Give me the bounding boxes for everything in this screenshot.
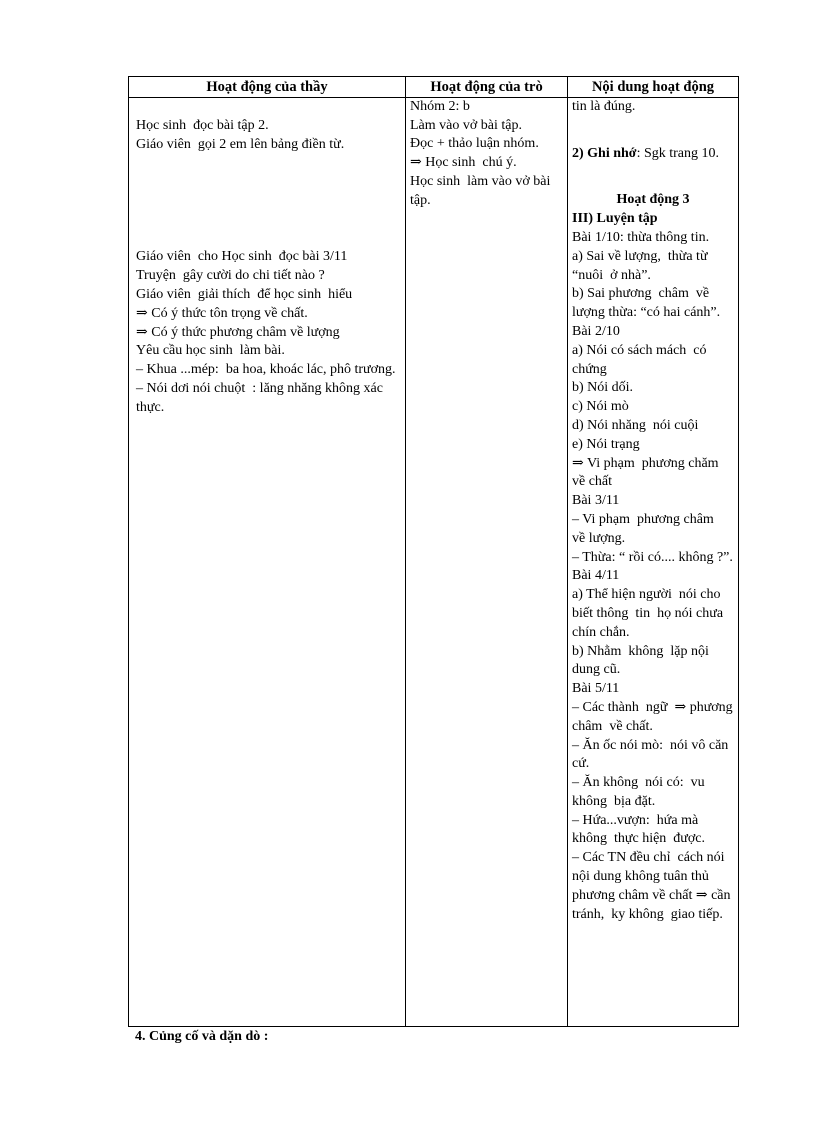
teacher-line: Yêu cầu học sinh làm bài.: [136, 343, 285, 359]
content-line: – Các thành ngữ ⇒ phương châm về chất.: [572, 699, 740, 734]
content-line: – Vi phạm phương châm về lượng.: [572, 511, 721, 546]
content-line: d) Nói nhăng nói cuội: [572, 417, 699, 433]
lesson-table: [128, 76, 739, 1027]
body-row: [129, 97, 739, 1026]
content-line: a) Nói có sách mách có chứng: [572, 342, 710, 377]
content-line: Bài 1/10: thừa thông tin.: [572, 229, 710, 245]
content-line: – Các TN đều chỉ cách nói nội dung không tuân thủ phương châm về chất ⇒ cần tránh, ky không giao tiếp.: [572, 850, 734, 922]
content-line: Bài 2/10: [572, 323, 620, 339]
activity-heading: Hoạt động 3: [616, 192, 690, 208]
memory-note: [572, 145, 734, 164]
content-line: c) Nói mò: [572, 399, 629, 415]
teacher-line: ⇒ Có ý thức phương châm về lượng: [136, 324, 340, 340]
teacher-line: Học sinh đọc bài tập 2.: [136, 117, 269, 133]
content-line: Bài 3/11: [572, 493, 620, 509]
student-cell: [406, 97, 568, 1026]
content-line: – Hứa...vượn: hứa mà không thực hiện được.: [572, 812, 705, 847]
teacher-line: – Khua ...mép: ba hoa, khoác lác, phô trương.: [136, 362, 396, 378]
content-line: Bài 4/11: [572, 568, 620, 584]
student-line: ⇒ Học sinh chú ý.: [410, 155, 517, 171]
content-line: – Ăn không nói có: vu không bịa đặt.: [572, 775, 709, 809]
content-line: b) Nhằm không lặp nội dung cũ.: [572, 643, 713, 678]
student-line: Nhóm 2: b: [410, 98, 470, 114]
header-teacher: Hoạt động của thầy: [129, 77, 406, 98]
content-exercises: [572, 229, 740, 924]
student-line: Đọc + thảo luận nhóm.: [410, 136, 539, 152]
header-row: [129, 77, 739, 98]
practice-section: III) Luyện tập: [572, 211, 658, 227]
memory-note-text: : Sgk trang 10.: [636, 145, 720, 161]
memory-note-label: 2) Ghi nhớ: [572, 145, 637, 161]
content-line: Bài 5/11: [572, 681, 620, 697]
student-line: Học sinh làm vào vở bài tập.: [410, 173, 554, 208]
content-line: – Ăn ốc nói mò: nói vô căn cứ.: [572, 737, 732, 772]
teacher-line: Giáo viên giải thích để học sinh hiểu: [136, 286, 353, 302]
content-line: tin là đúng.: [572, 98, 636, 114]
header-content: Nội dung hoạt động: [568, 77, 739, 98]
content-line: – Thừa: “ rồi có.... không ?”.: [572, 549, 733, 565]
student-line: Làm vào vở bài tập.: [410, 117, 522, 133]
teacher-line: Truyện gây cười do chi tiết nào ?: [136, 268, 325, 284]
header-student: Hoạt động của trò: [406, 77, 568, 98]
section-footer-heading: 4. Củng cố và dặn dò :: [135, 1029, 269, 1044]
teacher-block-1: [136, 117, 401, 155]
content-line: e) Nói trạng: [572, 436, 640, 452]
teacher-line: Giáo viên gọi 2 em lên bảng điền từ.: [136, 136, 345, 152]
teacher-block-2: [136, 248, 401, 417]
content-line: a) Thể hiện người nói cho biết thông tin họ nói chưa chín chắn.: [572, 587, 727, 640]
content-cell: [568, 97, 739, 1026]
teacher-line: Giáo viên cho Học sinh đọc bài 3/11: [136, 249, 348, 265]
teacher-cell: [129, 97, 406, 1026]
content-line: b) Nói dối.: [572, 380, 634, 396]
content-line: ⇒ Vi phạm phương chăm về chất: [572, 455, 726, 490]
content-line: b) Sai phương châm về lượng thừa: “có hai cánh”.: [572, 286, 721, 321]
content-line: a) Sai về lượng, thừa từ “nuôi ở nhà”.: [572, 248, 712, 283]
teacher-line: – Nói dơi nói chuột : lăng nhăng không xác thực.: [136, 380, 387, 415]
teacher-line: ⇒ Có ý thức tôn trọng về chất.: [136, 305, 308, 321]
